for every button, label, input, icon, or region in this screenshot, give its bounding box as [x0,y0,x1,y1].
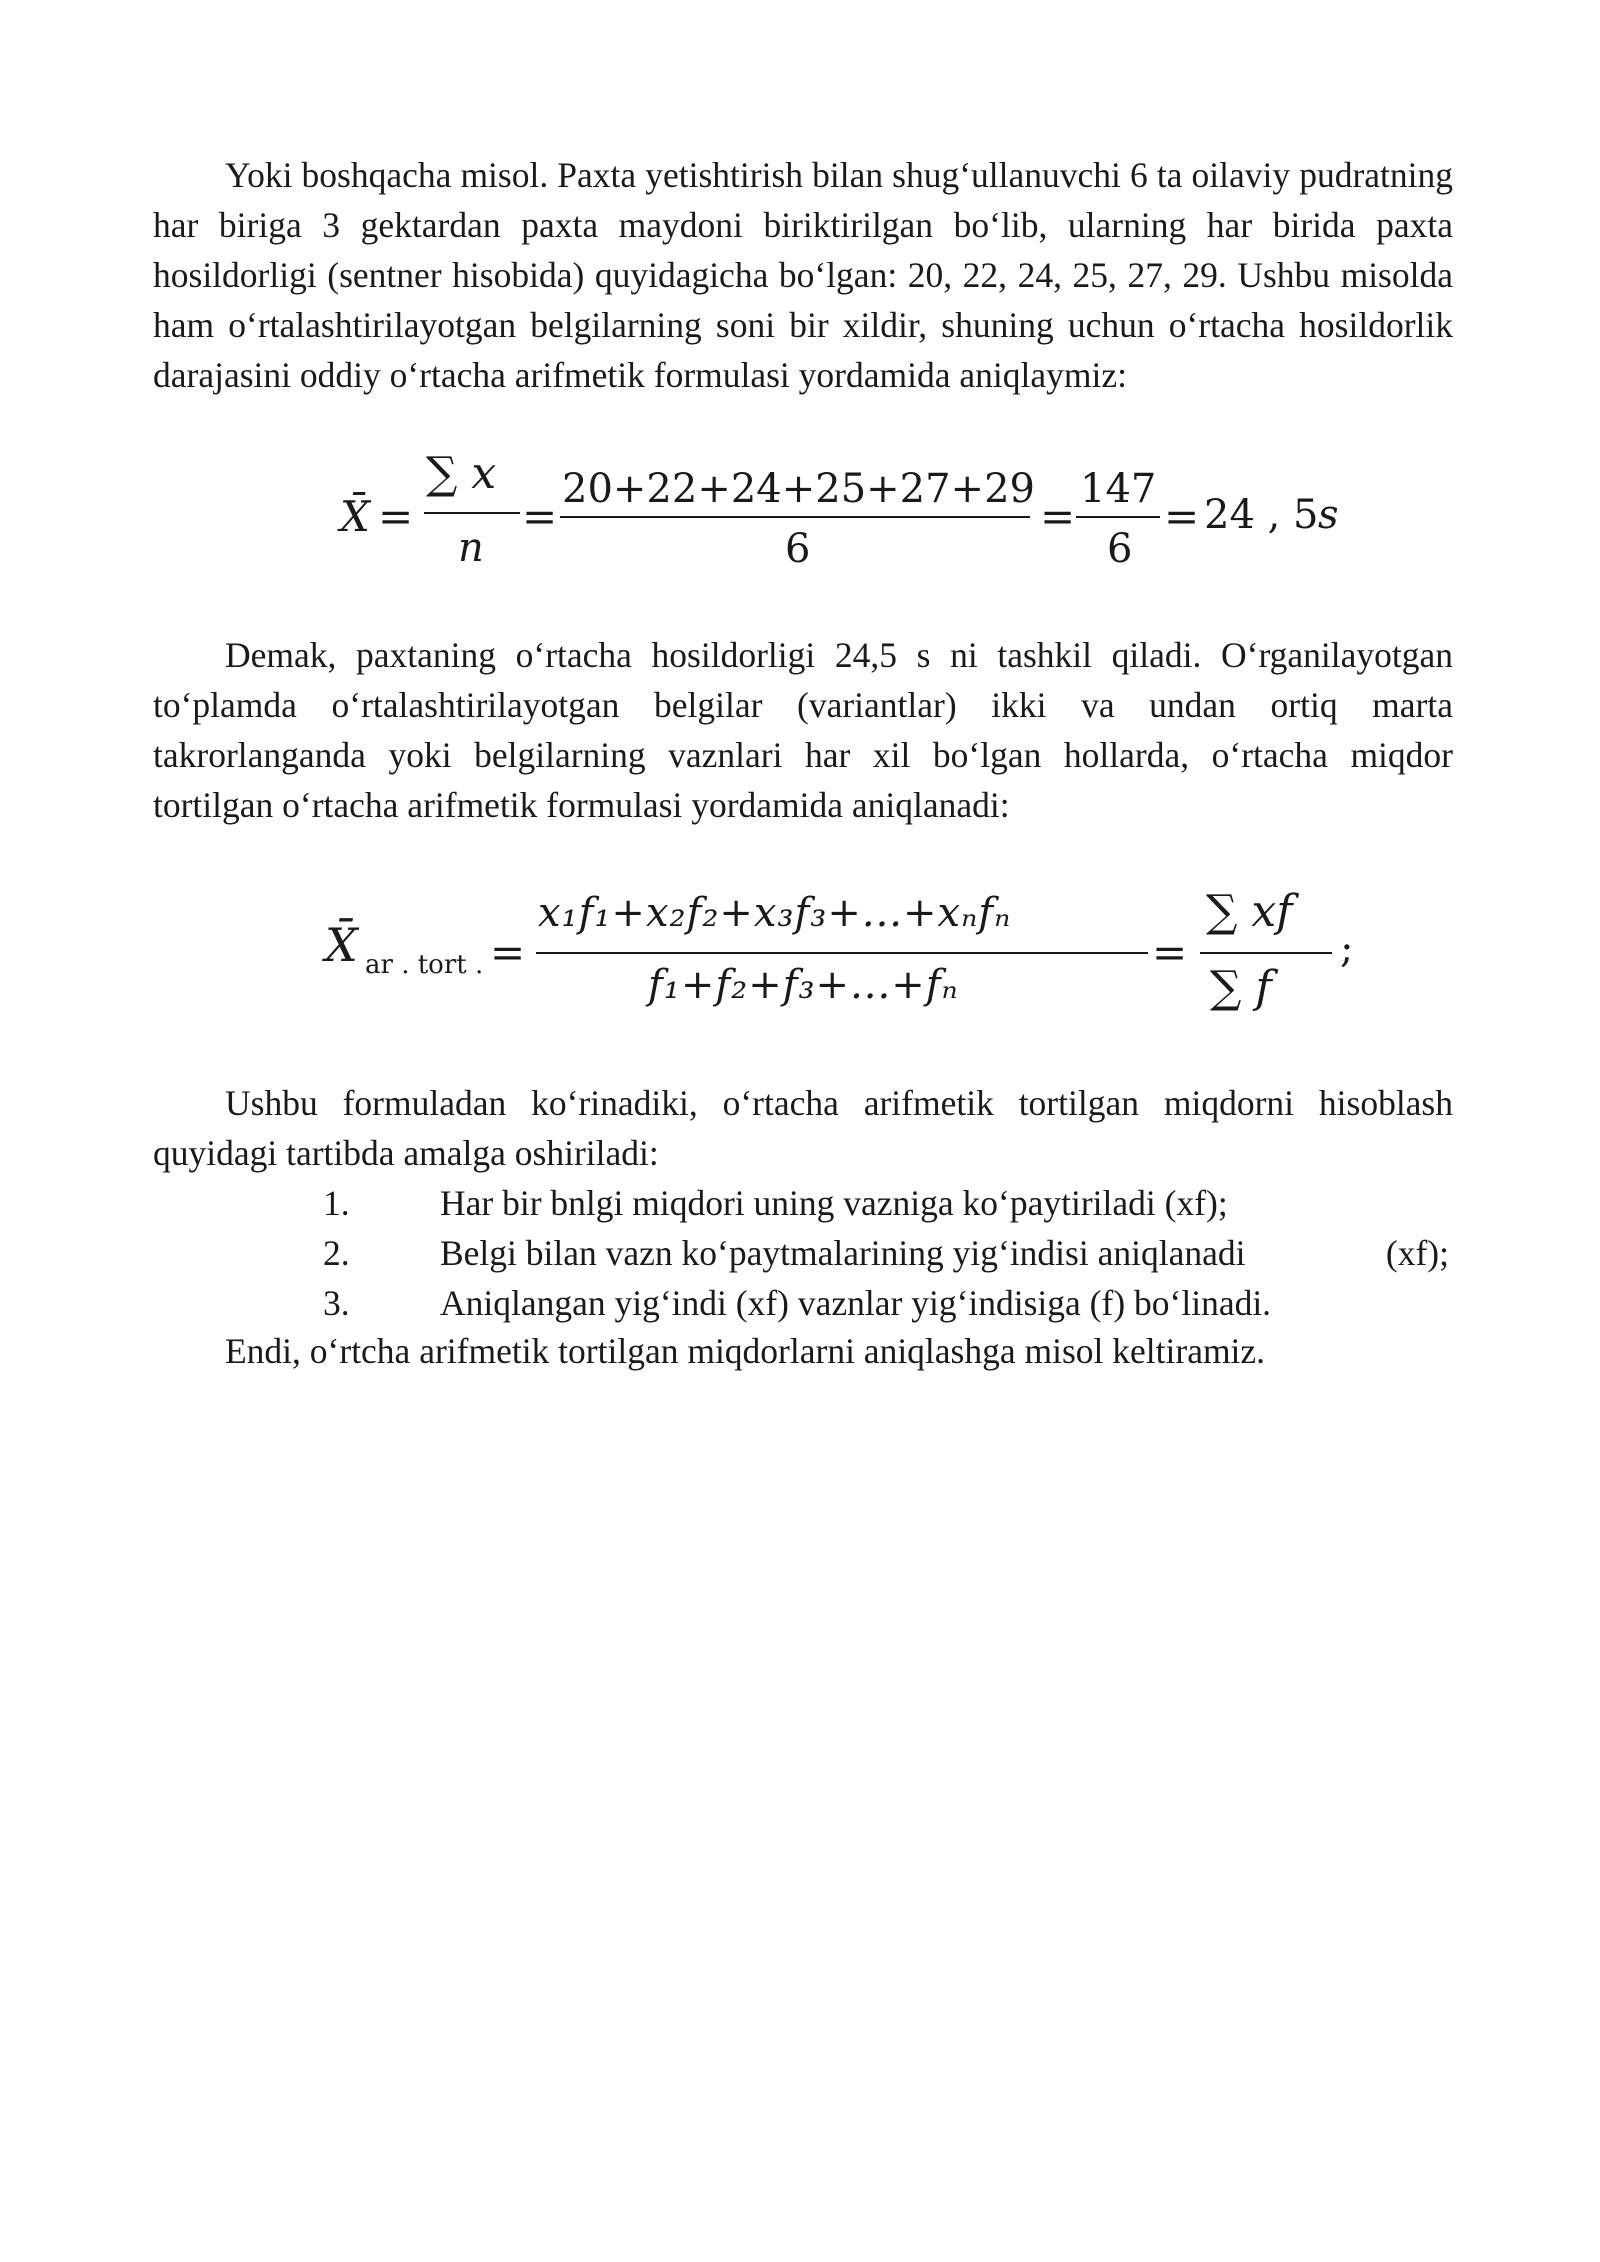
paragraph-intro [153,150,1453,400]
list-item-text: Belgi bilan vazn ko‘paytmalarining yig‘indisi aniqlanadi [440,1233,1246,1273]
formula1-eq-2: = [522,492,558,541]
list-item-tail: (xf); [1385,1233,1449,1273]
paragraph-weighted [153,630,1453,830]
list-item-number: 1. [323,1183,350,1223]
formula2-eq-2: = [1152,928,1188,977]
formula1-sum-denominator: n [458,525,484,571]
list-item-number: 3. [323,1283,350,1323]
formula1-result: 24 , 5 [1204,492,1319,538]
formula1-fraction-bar-2 [560,516,1030,518]
closing-sentence: Endi, o‘rtcha arifmetik tortilgan miqdorlarni aniqlashga misol keltiramiz. [225,1331,1266,1371]
formula2-denominator: f₁+f₂+f₃+...+fₙ [648,962,959,1008]
paragraph-intro-text: Yoki boshqacha misol. Paxta yetishtirish bilan shug‘ullanuvchi 6 ta oilaviy pudratning har biriga 3 gektardan paxta maydoni biriktirilgan bo‘lib, ularning har birida paxta hosildorligi (sentner hisobida) quyidagicha bo‘lgan: 20, 22, 24, 25, 27, 29. Ushbu misolda ham o‘rtalashtirilayotgan belgilarning soni bir xildir, shuning uchun o‘rtacha hosildorlik darajasini oddiy o‘rtacha arifmetik formulasi yordamida aniqlaymiz: [153,155,1453,395]
formula2-semicolon: ; [1340,926,1354,972]
paragraph-weighted-text: Demak, paxtaning o‘rtacha hosildorligi 24,5 s ni tashkil qiladi. O‘rganilayotgan to‘plamda o‘rtalashtirilayotgan belgilar (variantlar) ikki va undan ortiq marta takrorlanganda yoki belgilarning vaznlari har xil bo‘lgan hollarda, o‘rtacha miqdor tortilgan o‘rtacha arifmetik formulasi yordamida aniqlanadi: [153,635,1453,825]
list-item-number: 2. [323,1233,350,1273]
list-item [153,1278,1453,1328]
formula2-lhs: X̄ [325,918,358,972]
list-item-text: Aniqlangan yig‘indi (xf) vaznlar yig‘indisiga (f) bo‘linadi. [440,1283,1272,1323]
formula2-sum-denominator: ∑ f [1210,962,1272,1013]
formula2-numerator: x₁f₁+x₂f₂+x₃f₃+...+xₙfₙ [538,890,1012,936]
formula1-unit: s [1318,492,1339,538]
formula1-numerator-2: 147 [1080,466,1157,512]
list-item [153,1178,1453,1228]
paragraph-procedure [153,1078,1453,1178]
formula1-fraction-bar-3 [1076,516,1160,518]
formula2-eq-1: = [490,928,526,977]
formula1-expr-denominator: 6 [785,526,811,572]
formula1-fraction-bar-1 [424,512,520,514]
formula1-eq-4: = [1164,492,1200,541]
list-item [153,1228,1453,1278]
formula2-fraction-bar-1 [536,952,1148,954]
formula1-sum-numerator: ∑ x [426,448,497,499]
paragraph-procedure-text: Ushbu formuladan ko‘rinadiki, o‘rtacha arifmetik tortilgan miqdorni hisoblash quyidagi tartibda amalga oshiriladi: [153,1083,1453,1173]
formula1-eq-1: = [378,492,414,541]
formula1-lhs: X̄ [340,492,370,541]
formula2-sum-numerator: ∑ xf [1206,886,1293,937]
formula2-lhs-subscript: ar . tort . [365,950,484,980]
formula1-expr-numerator: 20+22+24+25+27+29 [562,466,1035,512]
formula1-eq-3: = [1040,492,1076,541]
formula2-fraction-bar-2 [1200,952,1332,954]
formula1-denominator-2: 6 [1107,526,1133,572]
list-item-text: Har bir bnlgi miqdori uning vazniga ko‘paytiriladi (xf); [440,1183,1228,1223]
